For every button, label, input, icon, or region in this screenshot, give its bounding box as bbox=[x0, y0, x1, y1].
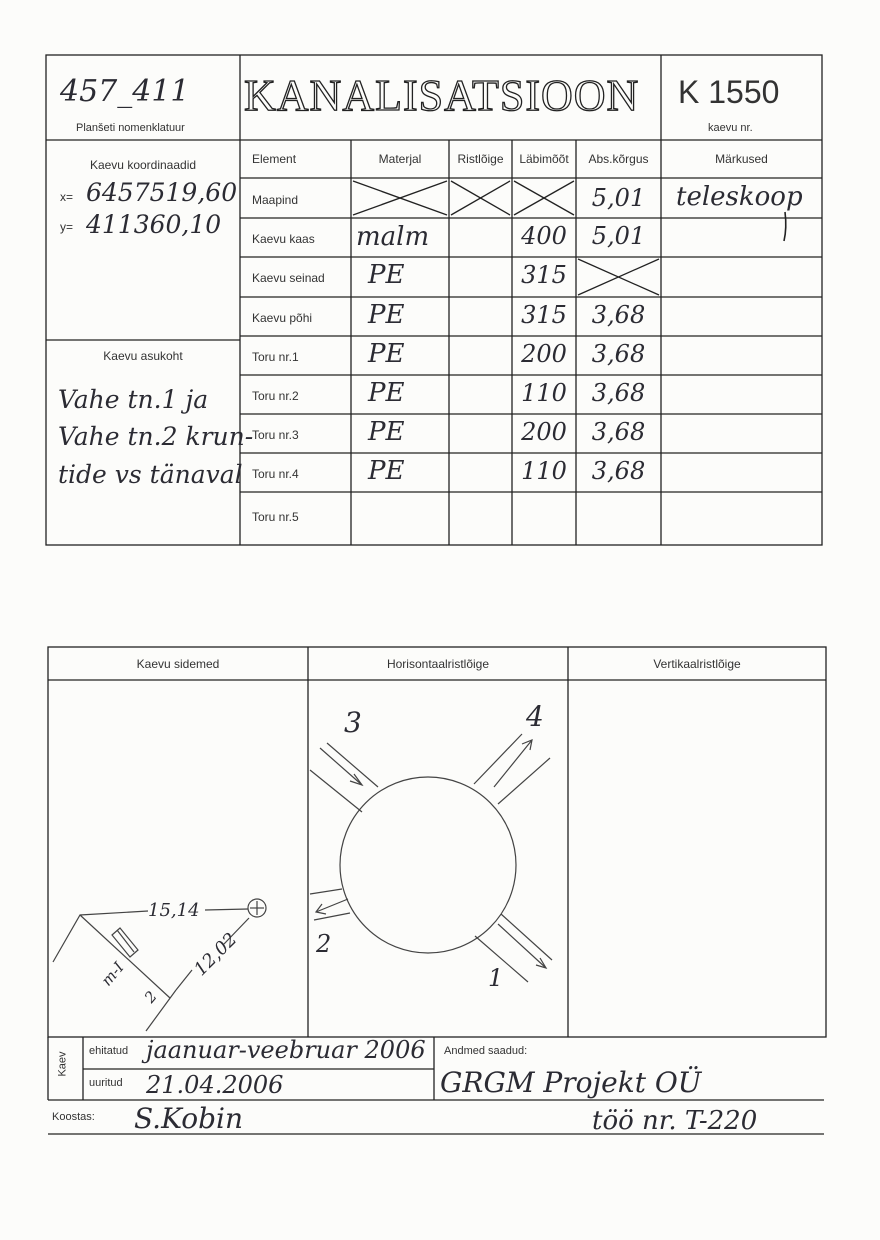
row-pipe-4-abs: 3,68 bbox=[591, 457, 646, 485]
pipe-label-4: 4 bbox=[526, 700, 544, 733]
data-source-label: Andmed saadud: bbox=[444, 1045, 528, 1057]
location-line-2: Vahe tn.2 krun- bbox=[58, 422, 254, 451]
row-ground-abs: 5,01 bbox=[591, 184, 646, 212]
row-bottom-material: PE bbox=[368, 300, 405, 330]
x-prefix: x= bbox=[60, 190, 74, 204]
row-cover-abs: 5,01 bbox=[591, 222, 646, 250]
row-pipe-4-diameter: 110 bbox=[521, 457, 567, 485]
coordinates-label: Kaevu koordinaadid bbox=[89, 158, 197, 172]
row-element-ground: Maapind bbox=[252, 193, 299, 207]
row-element-pipe-4: Toru nr.4 bbox=[252, 467, 299, 481]
plan-number-label: Planšeti nomenklatuur bbox=[76, 122, 185, 134]
row-walls-material: PE bbox=[368, 260, 405, 290]
row-pipe-2-diameter: 110 bbox=[521, 379, 567, 407]
form-title: KANALISATSIOON bbox=[244, 71, 640, 120]
row-pipe-3-diameter: 200 bbox=[521, 418, 567, 446]
tie-distance-1: 15,14 bbox=[148, 900, 200, 921]
location-line-1: Vahe tn.1 ja bbox=[58, 385, 209, 414]
vertical-section-label: Vertikaalristlõige bbox=[653, 657, 741, 671]
plan-number: 457_411 bbox=[60, 74, 190, 109]
x-coordinate: 6457519,60 bbox=[86, 178, 238, 207]
well-side-label: Kaev bbox=[56, 1051, 69, 1077]
tie-distance-2: 12,02 bbox=[190, 928, 242, 981]
row-element-pipe-1: Toru nr.1 bbox=[252, 350, 299, 364]
location-line-3: tide vs tänaval bbox=[58, 460, 243, 489]
col-header-diameter: Läbimõõt bbox=[519, 152, 569, 166]
pipe-label-1: 1 bbox=[488, 964, 504, 992]
row-ground-notes: teleskoop bbox=[676, 182, 803, 212]
row-element-walls: Kaevu seinad bbox=[252, 271, 325, 285]
tie-building-mark-2: 2 bbox=[140, 987, 161, 1007]
col-header-abs-height: Abs.kõrgus bbox=[588, 152, 649, 166]
compiled-by-label: Koostas: bbox=[52, 1111, 95, 1123]
data-source-value: GRGM Projekt OÜ bbox=[440, 1066, 702, 1099]
tie-building-mark: m-I bbox=[97, 958, 128, 990]
row-bottom-abs: 3,68 bbox=[591, 301, 646, 329]
col-header-cross-section: Ristlõige bbox=[457, 152, 504, 166]
row-pipe-1-abs: 3,68 bbox=[591, 340, 646, 368]
row-element-pipe-2: Toru nr.2 bbox=[252, 389, 299, 403]
work-number: töö nr. T-220 bbox=[592, 1106, 758, 1136]
row-element-bottom: Kaevu põhi bbox=[252, 311, 313, 325]
pipe-label-3: 3 bbox=[344, 706, 362, 739]
horizontal-section-label: Horisontaalristlõige bbox=[386, 657, 490, 671]
row-pipe-1-diameter: 200 bbox=[521, 340, 567, 368]
row-pipe-2-material: PE bbox=[368, 378, 405, 408]
row-walls-diameter: 315 bbox=[521, 261, 567, 289]
col-header-element: Element bbox=[252, 152, 297, 166]
cross-section-drawing bbox=[310, 734, 552, 982]
row-pipe-3-material: PE bbox=[368, 417, 405, 447]
pipe-label-2: 2 bbox=[316, 930, 332, 958]
row-pipe-1-material: PE bbox=[368, 339, 405, 369]
y-prefix: y= bbox=[60, 220, 74, 234]
row-cover-diameter: 400 bbox=[521, 222, 567, 250]
built-value: jaanuar-veebruar 2006 bbox=[146, 1036, 426, 1064]
row-cover-material: malm bbox=[356, 222, 430, 252]
location-label: Kaevu asukoht bbox=[103, 349, 183, 363]
ties-label: Kaevu sidemed bbox=[136, 657, 220, 671]
row-element-cover: Kaevu kaas bbox=[252, 232, 315, 246]
y-coordinate: 411360,10 bbox=[86, 210, 222, 239]
compiled-by-value: S.Kobin bbox=[134, 1102, 244, 1135]
row-bottom-diameter: 315 bbox=[521, 301, 567, 329]
row-pipe-2-abs: 3,68 bbox=[591, 379, 646, 407]
row-element-pipe-5: Toru nr.5 bbox=[252, 510, 299, 524]
row-pipe-4-material: PE bbox=[368, 456, 405, 486]
col-header-notes: Märkused bbox=[715, 152, 768, 166]
row-pipe-3-abs: 3,68 bbox=[591, 418, 646, 446]
well-number-label: kaevu nr. bbox=[708, 122, 753, 134]
row-element-pipe-3: Toru nr.3 bbox=[252, 428, 299, 442]
built-label: ehitatud bbox=[89, 1045, 129, 1057]
surveyed-label: uuritud bbox=[89, 1077, 123, 1089]
well-number: K 1550 bbox=[678, 74, 780, 110]
surveyed-value: 21.04.2006 bbox=[146, 1071, 284, 1099]
col-header-material: Materjal bbox=[378, 152, 422, 166]
